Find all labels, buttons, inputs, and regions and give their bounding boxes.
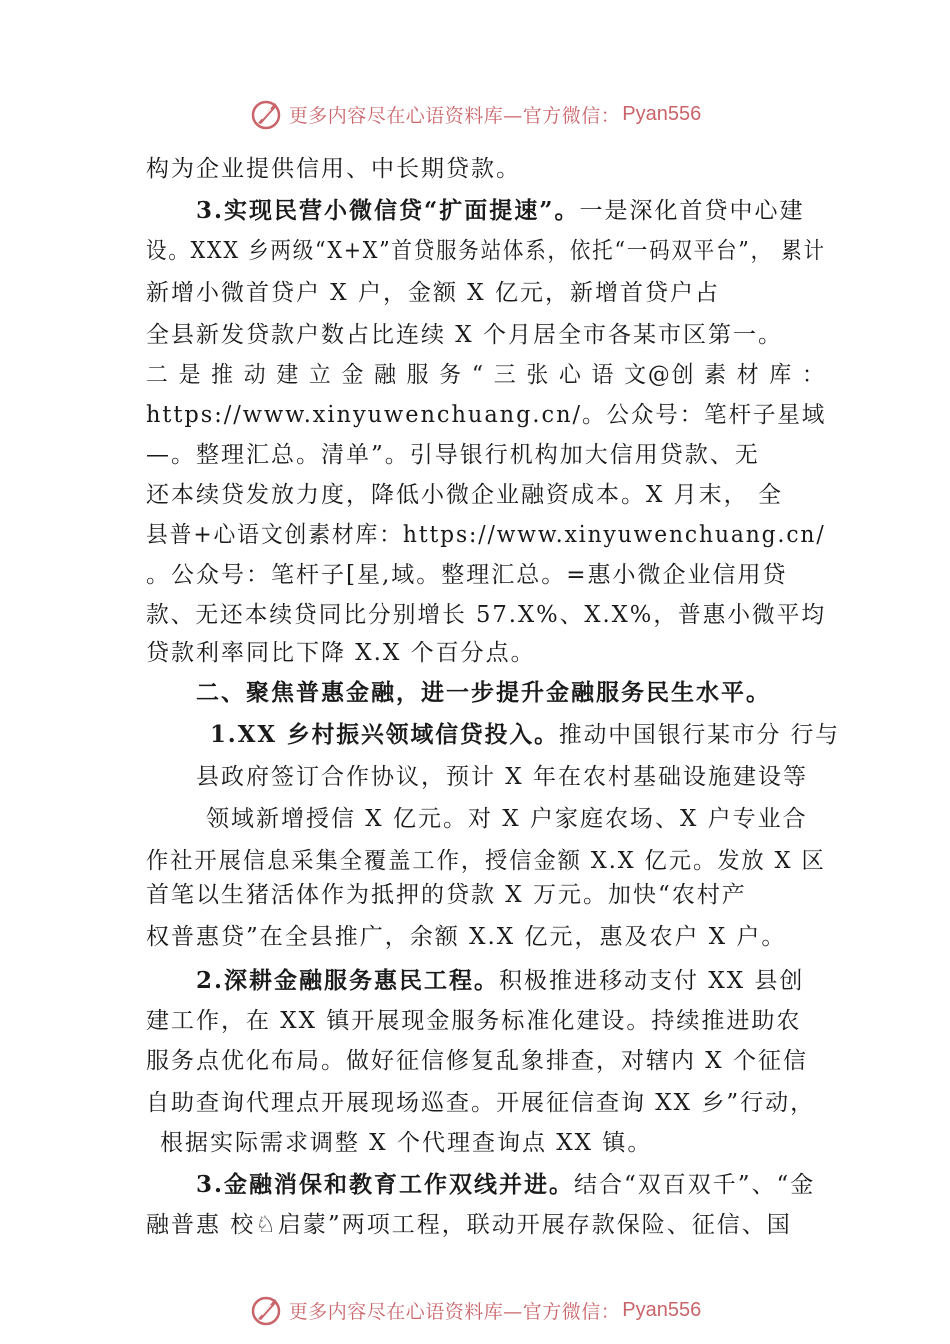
body-text: 积极推进移动支付 XX 县创 — [499, 968, 805, 994]
bold-heading-text: 1.XX 乡村振兴领域信贷投入。 — [210, 721, 559, 748]
text-line — [196, 196, 804, 226]
text-line — [146, 360, 826, 390]
bold-heading-text: 二、聚焦普惠金融，进一步提升金融服务民生水平。 — [196, 679, 771, 706]
footer-watermark — [0, 1290, 950, 1330]
text-line — [146, 236, 826, 266]
text-line — [146, 1046, 808, 1076]
body-text: 建工作，在 XX 镇开展现金服务标准化建设。持续推进助农 — [146, 1008, 802, 1034]
body-text: 融普惠 校♘启蒙”两项工程，联动开展存款保险、征信、国 — [146, 1212, 792, 1238]
body-text: 一是深化首贷中心建 — [579, 198, 805, 224]
body-text: 推动中国银行某市分 行与 — [558, 722, 841, 748]
body-text: 领域新增授信 X 亿元。对 X 户家庭农场、X 户专业合 — [206, 806, 808, 832]
text-line — [146, 1088, 815, 1118]
text-line — [146, 154, 521, 184]
text-line — [210, 720, 840, 750]
body-text: 首笔以生猪活体作为抵押的贷款 X 万元。加快“农村产 — [146, 882, 747, 908]
body-text: 权普惠贷”在全县推广，余额 X.X 亿元，惠及农户 X 户。 — [146, 924, 787, 950]
text-line — [146, 320, 783, 350]
text-line — [146, 638, 536, 668]
text-line — [146, 440, 760, 470]
body-text: 服务点优化布局。做好征信修复乱象排查，对辖内 X 个征信 — [146, 1048, 808, 1074]
text-line — [206, 804, 808, 834]
text-line — [146, 1006, 801, 1036]
text-line — [146, 480, 783, 510]
bold-heading-text: 3.实现民营小微信贷“扩面提速”。 — [196, 197, 580, 224]
body-text: 构为企业提供信用、中长期贷款。 — [146, 156, 521, 182]
text-line — [146, 880, 747, 910]
text-line — [196, 966, 804, 996]
text-line — [146, 278, 720, 308]
body-text: —。整理汇总。清单”。引导银行机构加大信用贷款、无 — [146, 442, 760, 468]
watermark-wechat-id: Pyan556 — [622, 102, 702, 125]
body-text: https://www.xinyuwenchuang.cn/。公众号：笔杆子星域 — [146, 402, 827, 428]
bold-heading-text: 3.金融消保和教育工作双线并进。 — [196, 1171, 575, 1198]
body-text: 根据实际需求调整 X 个代理查询点 XX 镇。 — [160, 1130, 653, 1156]
body-text: 县政府签订合作协议，预计 X 年在农村基础设施建设等 — [196, 764, 808, 790]
body-text: 全县新发贷款户数占比连续 X 个月居全市各某市区第一。 — [146, 322, 783, 348]
body-text: 。公众号：笔杆子[星,域。整理汇总。=惠小微企业信用贷 — [146, 562, 788, 588]
text-line — [196, 678, 771, 708]
body-text: 还本续贷发放力度，降低小微企业融资成本。X 月末， 全 — [146, 482, 783, 508]
body-text: 县普+心语文创素材库：https://www.xinyuwenchuang.cn/ — [146, 522, 826, 548]
body-text: 贷款利率同比下降 X.X 个百分点。 — [146, 640, 536, 666]
feather-pen-circle-icon — [249, 1293, 283, 1327]
text-line — [146, 846, 826, 876]
watermark-wechat-id: Pyan556 — [622, 1298, 702, 1321]
body-text: 设。XXX 乡两级“X+X”首贷服务站体系，依托“一码双平台”， 累计 — [146, 238, 826, 264]
text-line — [196, 762, 808, 792]
text-line — [146, 520, 826, 550]
body-text: 二 是 推 动 建 立 金 融 服 务 “ 三 张 心 语 文@创 素 材 库 ： — [146, 362, 826, 388]
body-text: 新增小微首贷户 X 户，金额 X 亿元，新增首贷户占 — [146, 280, 720, 306]
body-text: 款、无还本续贷同比分别增长 57.X%、X.X%，普惠小微平均 — [146, 602, 827, 628]
text-line — [146, 560, 788, 590]
watermark-text: 更多内容尽在心语资料库—官方微信： — [288, 1300, 621, 1323]
watermark-text: 更多内容尽在心语资料库—官方微信： — [288, 104, 621, 127]
body-text: 结合“双百双千”、“金 — [574, 1172, 816, 1198]
text-line — [196, 1170, 815, 1200]
text-line — [146, 600, 826, 630]
bold-heading-text: 2.深耕金融服务惠民工程。 — [196, 967, 500, 994]
text-line — [146, 922, 786, 952]
text-line — [146, 1210, 792, 1240]
text-line — [146, 400, 826, 430]
body-text: 自助查询代理点开展现场巡查。开展征信查询 XX 乡”行动， — [146, 1090, 816, 1116]
text-line — [160, 1128, 652, 1158]
body-text: 作社开展信息采集全覆盖工作，授信金额 X.X 亿元。发放 X 区 — [146, 848, 826, 874]
